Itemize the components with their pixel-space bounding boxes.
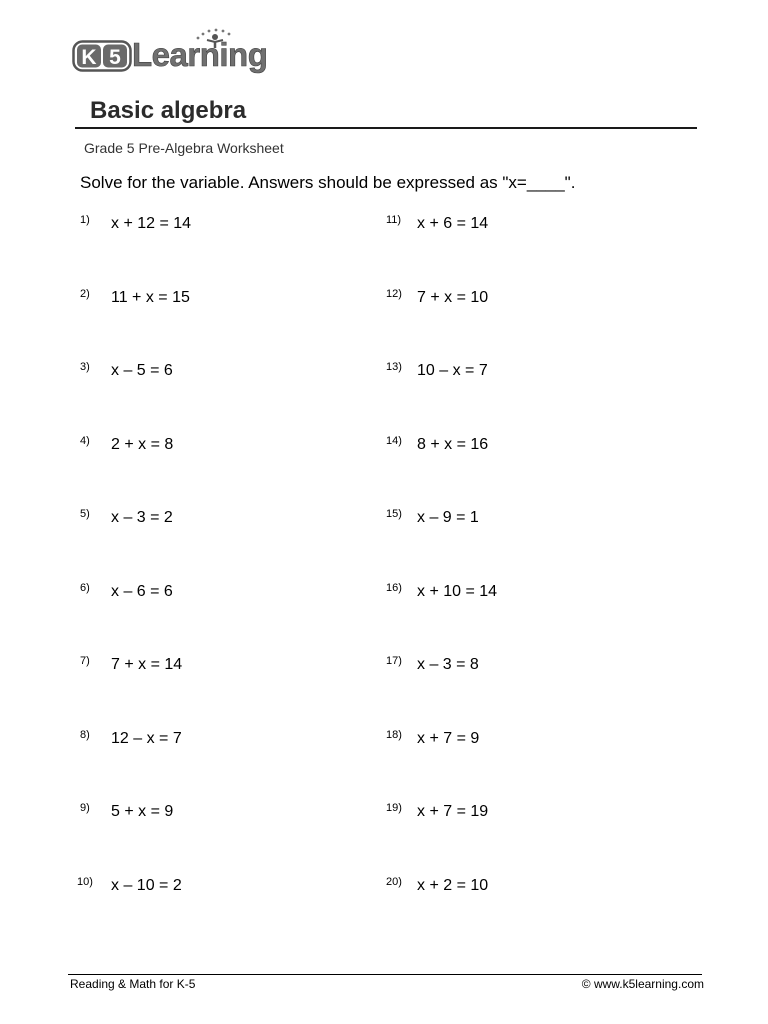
problem-equation: x + 10 = 14	[417, 582, 498, 600]
problem-item	[80, 210, 380, 284]
footer-tagline: Reading & Math for K-5	[70, 977, 196, 991]
problem-equation: x – 3 = 2	[111, 509, 173, 526]
problem-equation: x – 6 = 6	[111, 582, 173, 600]
problem-item	[386, 210, 686, 284]
problem-number: 14)	[386, 434, 402, 447]
problem-number: 19)	[386, 802, 402, 814]
problem-equation: 2 + x = 8	[111, 435, 174, 453]
problem-item	[386, 578, 686, 652]
problem-number: 17)	[386, 655, 402, 667]
title-divider	[75, 127, 697, 129]
problem-item	[386, 872, 686, 946]
problem-item	[77, 872, 380, 946]
problem-number: 16)	[386, 581, 402, 594]
problem-equation: x + 7 = 19	[417, 803, 489, 820]
problem-equation: 10 – x = 7	[417, 362, 488, 379]
problem-equation: x – 9 = 1	[417, 509, 479, 526]
problems-right-column	[386, 210, 686, 945]
footer-website: © www.k5learning.com	[581, 977, 704, 991]
problem-item	[386, 504, 686, 578]
problem-equation: x – 3 = 8	[417, 656, 479, 673]
svg-text:K: K	[81, 46, 97, 69]
problem-equation: x + 2 = 10	[417, 876, 489, 894]
problem-equation: x – 5 = 6	[111, 362, 173, 379]
problem-item	[386, 431, 686, 505]
problem-number: 10)	[77, 875, 93, 888]
k5-badge-icon	[72, 40, 132, 72]
problem-equation: 7 + x = 10	[417, 288, 489, 306]
problem-item	[386, 798, 686, 872]
problem-equation: 12 – x = 7	[111, 729, 182, 747]
problem-number: 12)	[386, 287, 402, 300]
problem-item	[386, 357, 686, 431]
problem-item	[386, 725, 686, 799]
svg-text:5: 5	[109, 46, 121, 69]
problem-number: 1)	[80, 214, 90, 226]
problem-number: 13)	[386, 361, 402, 373]
logo-wordmark: Learning	[132, 36, 268, 73]
problem-number: 11)	[386, 214, 402, 226]
instructions: Solve for the variable. Answers should be expressed as "x=____".	[80, 173, 576, 192]
problem-equation: 7 + x = 14	[111, 656, 183, 673]
problem-number: 2)	[80, 287, 90, 300]
problem-number: 18)	[386, 728, 402, 741]
problem-number: 6)	[80, 581, 90, 594]
problem-item	[80, 578, 380, 652]
problem-equation: x + 12 = 14	[111, 215, 192, 232]
problem-number: 20)	[386, 875, 402, 888]
problem-item	[80, 431, 380, 505]
problem-number: 5)	[80, 508, 90, 520]
problem-number: 8)	[80, 728, 90, 741]
problem-number: 4)	[80, 434, 90, 447]
problem-number: 15)	[386, 508, 402, 520]
problem-equation: x + 6 = 14	[417, 215, 489, 232]
problem-item	[80, 357, 380, 431]
footer-divider	[68, 974, 702, 975]
problem-item	[80, 798, 380, 872]
k5-learning-logo	[72, 26, 272, 80]
problem-item	[386, 651, 686, 725]
problem-item	[80, 725, 380, 799]
problem-number: 3)	[80, 361, 90, 373]
problem-equation: 5 + x = 9	[111, 803, 174, 820]
problem-equation: 11 + x = 15	[111, 288, 190, 306]
problem-item	[80, 504, 380, 578]
problem-equation: x – 10 = 2	[111, 876, 182, 894]
problem-item	[80, 651, 380, 725]
problems-left-column	[77, 210, 380, 945]
problem-item	[386, 284, 686, 358]
worksheet-subtitle: Grade 5 Pre-Algebra Worksheet	[84, 140, 284, 156]
problem-equation: x + 7 = 9	[417, 729, 480, 747]
problem-number: 7)	[80, 655, 90, 667]
problem-item	[80, 284, 380, 358]
problem-equation: 8 + x = 16	[417, 435, 489, 453]
worksheet-title: Basic algebra	[90, 97, 247, 124]
problem-number: 9)	[80, 802, 90, 814]
